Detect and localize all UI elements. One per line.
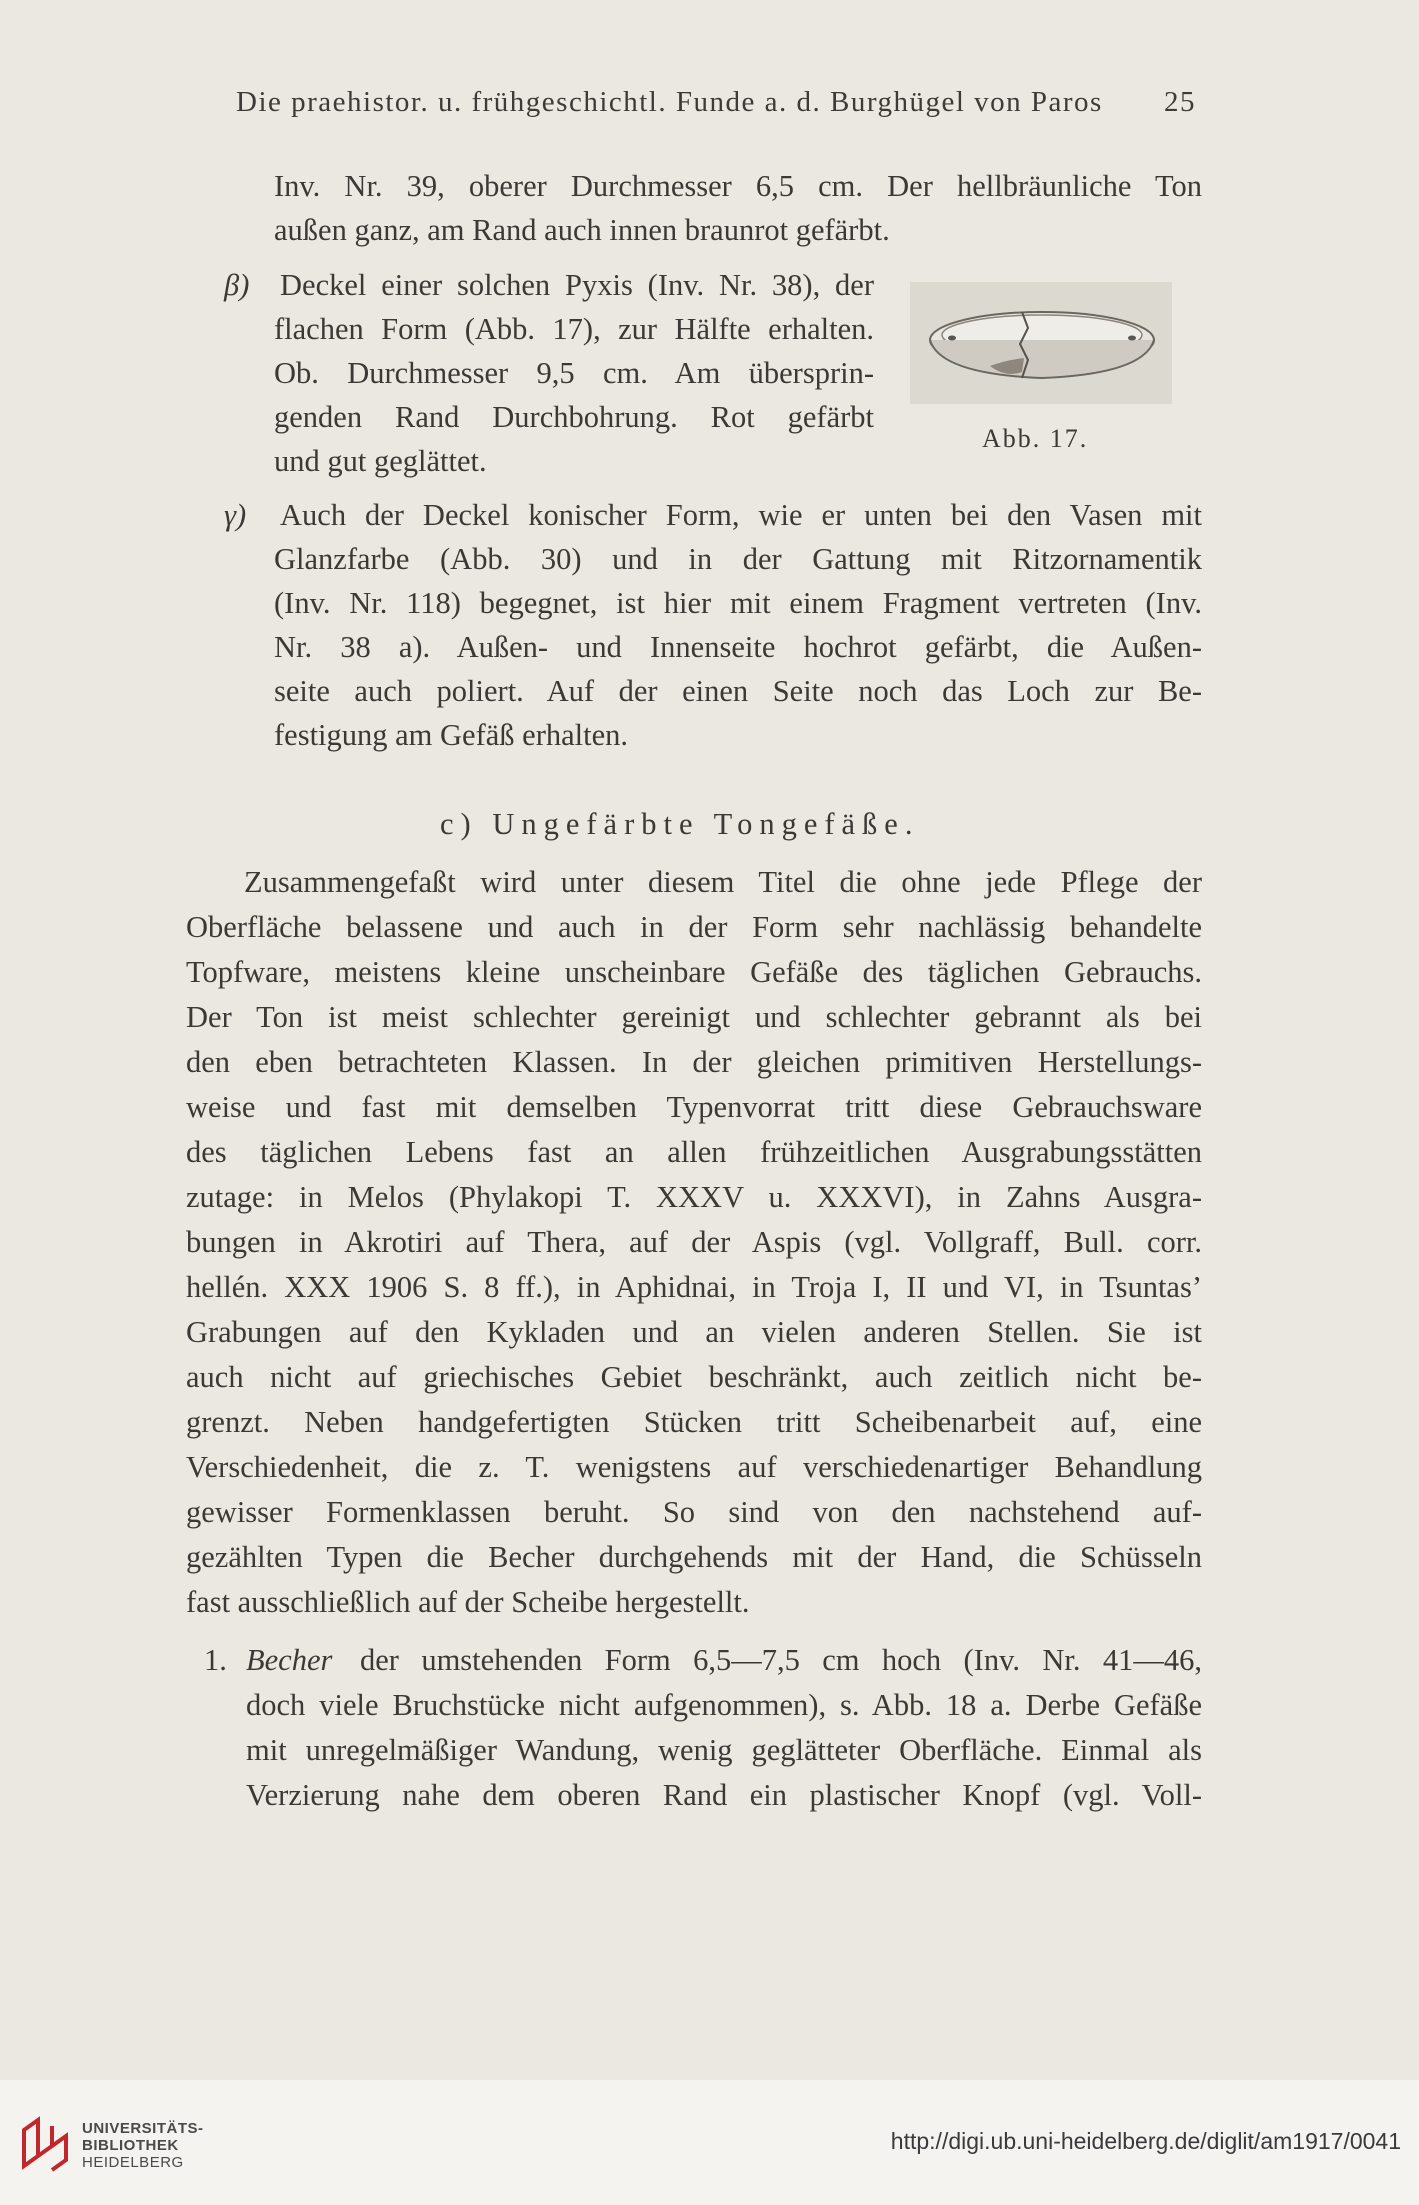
page-number: 25 [1164, 86, 1196, 118]
text-line: Auch der Deckel konischer Form, wie er unten bei den Vasen mit [280, 498, 1202, 532]
text-line: mit unregelmäßiger Wandung, wenig geglätteter Oberfläche. Einmal als [246, 1733, 1202, 1767]
text-line: Nr. 38 a). Außen- und Innenseite hochrot gefärbt, die Außen- [274, 630, 1202, 664]
text-line: hellén. XXX 1906 S. 8 ff.), in Aphidnai, in Troja I, II und VI, in Tsuntas’ [186, 1270, 1202, 1304]
text-line: bungen in Akrotiri auf Thera, auf der Aspis (vgl. Vollgraff, Bull. corr. [186, 1225, 1202, 1259]
text-line: (Inv. Nr. 118) begegnet, ist hier mit einem Fragment vertreten (Inv. [274, 586, 1202, 620]
item-number: 1. [204, 1643, 227, 1677]
section-heading: c) Ungefärbte Tongefäße. [440, 807, 920, 841]
text-line: des täglichen Lebens fast an allen frühzeitlichen Ausgrabungsstätten [186, 1135, 1202, 1169]
library-logo-icon[interactable] [18, 2116, 74, 2172]
text-line: Deckel einer solchen Pyxis (Inv. Nr. 38), der [280, 268, 874, 302]
text-line: und gut geglättet. [274, 444, 487, 478]
text-line: Glanzfarbe (Abb. 30) und in der Gattung mit Ritzornamentik [274, 542, 1202, 576]
figure-caption: Abb. 17. [982, 424, 1089, 453]
text-line: seite auch poliert. Auf der einen Seite noch das Loch zur Be- [274, 674, 1202, 708]
text-line: Zusammengefaßt wird unter diesem Titel die ohne jede Pflege der [244, 865, 1202, 899]
running-title: Die praehistor. u. frühgeschichtl. Funde a. d. Burghügel von Paros [236, 86, 1103, 118]
text-line: den eben betrachteten Klassen. In der gleichen primitiven Herstellungs- [186, 1045, 1202, 1079]
library-name[interactable] [82, 2120, 204, 2171]
item-marker-beta: β) [224, 268, 250, 302]
library-name-line: UNIVERSITÄTS- [82, 2120, 204, 2137]
text-line: Verschiedenheit, die z. T. wenigstens auf verschiedenartiger Behandlung [186, 1450, 1202, 1484]
text-line: doch viele Bruchstücke nicht aufgenommen), s. Abb. 18 a. Derbe Gefäße [246, 1688, 1202, 1722]
text-line: außen ganz, am Rand auch innen braunrot gefärbt. [274, 213, 890, 247]
text-line: fast ausschließlich auf der Scheibe hergestellt. [186, 1585, 750, 1619]
text-line: Ob. Durchmesser 9,5 cm. Am übersprin- [274, 356, 874, 390]
figure-lid-illustration [910, 282, 1172, 404]
item-marker-gamma: γ) [224, 498, 247, 532]
source-url-link[interactable]: http://digi.ub.uni-heidelberg.de/diglit/am1917/0041 [890, 2128, 1401, 2154]
item-term-becher: Becher [246, 1643, 333, 1677]
text-line: festigung am Gefäß erhalten. [274, 718, 628, 752]
text-line: Oberfläche belassene und auch in der Form sehr nachlässig behandelte [186, 910, 1202, 944]
text-line: Inv. Nr. 39, oberer Durchmesser 6,5 cm. Der hellbräunliche Ton [274, 169, 1202, 203]
text-line: grenzt. Neben handgefertigten Stücken tritt Scheibenarbeit auf, eine [186, 1405, 1202, 1439]
text-line: Grabungen auf den Kykladen und an vielen anderen Stellen. Sie ist [186, 1315, 1202, 1349]
library-name-line: HEIDELBERG [82, 2154, 184, 2171]
text-line: flachen Form (Abb. 17), zur Hälfte erhalten. [274, 312, 874, 346]
text-line: Verzierung nahe dem oberen Rand ein plastischer Knopf (vgl. Voll- [246, 1778, 1202, 1812]
library-name-line: BIBLIOTHEK [82, 2137, 179, 2154]
text-line: gezählten Typen die Becher durchgehends mit der Hand, die Schüsseln [186, 1540, 1202, 1574]
text-line: zutage: in Melos (Phylakopi T. XXXV u. XXXVI), in Zahns Ausgra- [186, 1180, 1202, 1214]
digitization-footer [0, 2080, 1419, 2205]
text-line: der umstehenden Form 6,5—7,5 cm hoch (Inv. Nr. 41—46, [360, 1643, 1202, 1677]
text-line: genden Rand Durchbohrung. Rot gefärbt [274, 400, 874, 434]
running-header [236, 86, 1196, 119]
text-line: gewisser Formenklassen beruht. So sind von den nachstehend auf- [186, 1495, 1202, 1529]
text-line: Der Ton ist meist schlechter gereinigt und schlechter gebrannt als bei [186, 1000, 1202, 1034]
pyxis-lid-drawing [910, 282, 1172, 404]
text-line: Topfware, meistens kleine unscheinbare Gefäße des täglichen Gebrauchs. [186, 955, 1202, 989]
text-line: weise und fast mit demselben Typenvorrat tritt diese Gebrauchsware [186, 1090, 1202, 1124]
text-line: auch nicht auf griechisches Gebiet beschränkt, auch zeitlich nicht be- [186, 1360, 1202, 1394]
